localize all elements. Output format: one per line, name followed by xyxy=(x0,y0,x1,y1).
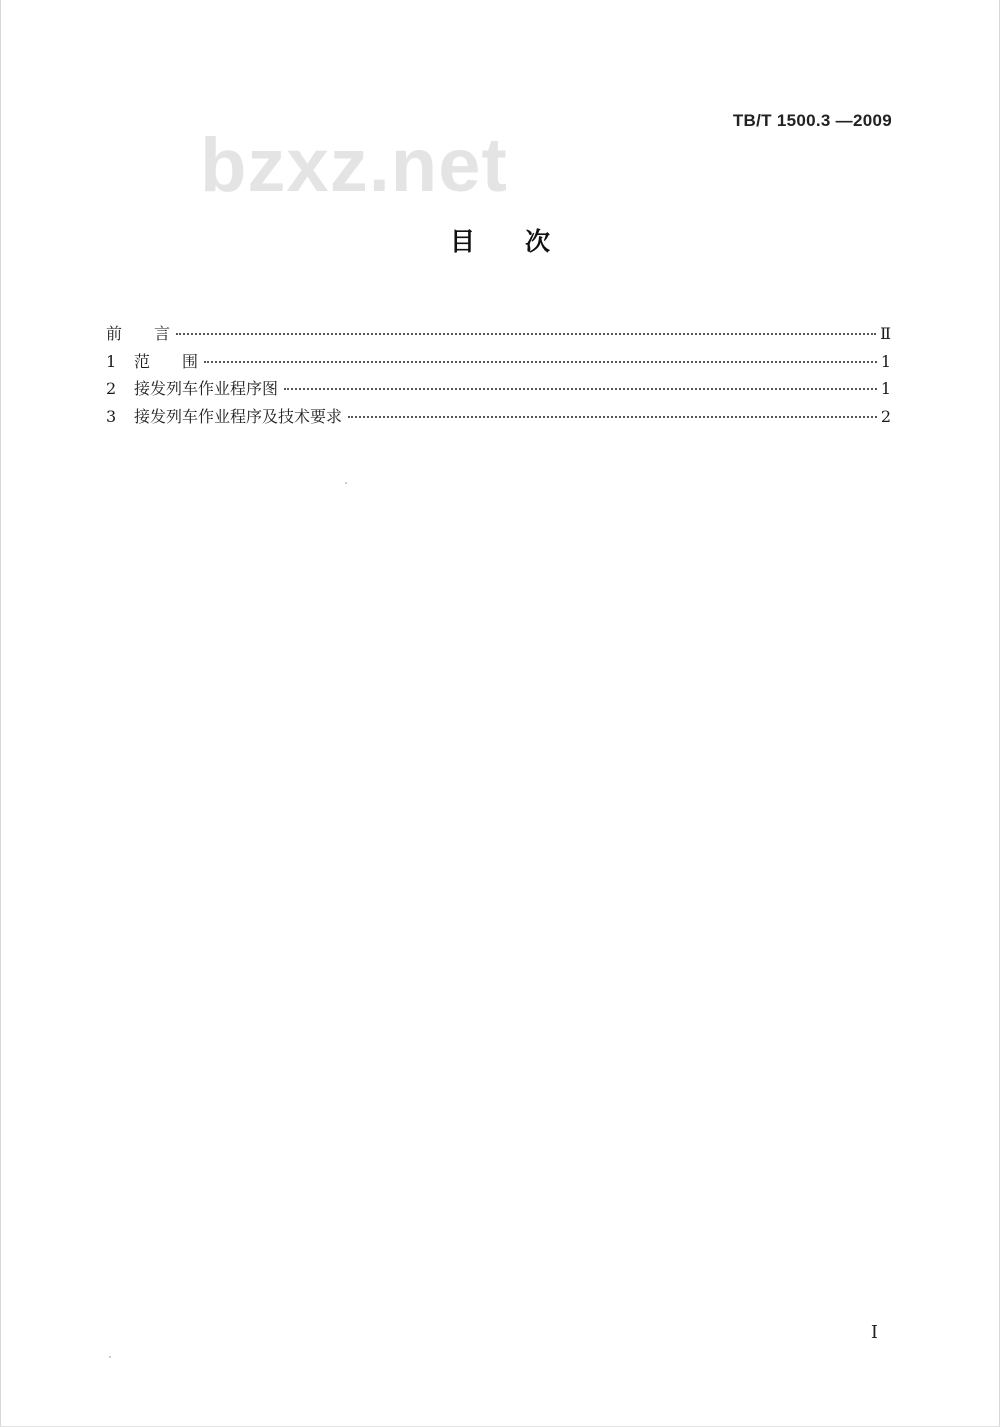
page-number: I xyxy=(870,1322,878,1343)
toc-list xyxy=(106,320,891,430)
dot-leader xyxy=(204,361,877,363)
standard-code: TB/T 1500.3 —2009 xyxy=(732,111,892,130)
toc-entry-label: 接发列车作业程序图 xyxy=(134,379,279,398)
toc-entry-number: 3 xyxy=(106,406,117,426)
dot-leader xyxy=(284,388,877,390)
toc-entry-page: Ⅱ xyxy=(880,324,891,343)
toc-entry-page: 1 xyxy=(880,351,891,371)
toc-entry-procedure-chart[interactable] xyxy=(106,375,891,403)
toc-entry-scope[interactable] xyxy=(106,348,891,376)
scan-speck xyxy=(345,482,347,484)
toc-entry-foreword[interactable] xyxy=(106,320,891,348)
watermark: bzxz.net xyxy=(200,123,508,208)
toc-entry-procedure-requirements[interactable] xyxy=(106,403,891,431)
toc-entry-number: 2 xyxy=(106,379,117,398)
toc-entry-number: 1 xyxy=(106,351,117,371)
toc-entry-label: 范 围 xyxy=(134,351,199,371)
toc-entry-label: 接发列车作业程序及技术要求 xyxy=(134,406,343,426)
toc-title: 目次 xyxy=(449,227,600,256)
toc-entry-label: 前 言 xyxy=(106,324,171,343)
dot-leader xyxy=(176,333,876,335)
toc-entry-page: 2 xyxy=(880,406,891,426)
scan-speck xyxy=(109,1356,111,1358)
dot-leader xyxy=(348,416,877,418)
toc-entry-page: 1 xyxy=(880,379,891,398)
